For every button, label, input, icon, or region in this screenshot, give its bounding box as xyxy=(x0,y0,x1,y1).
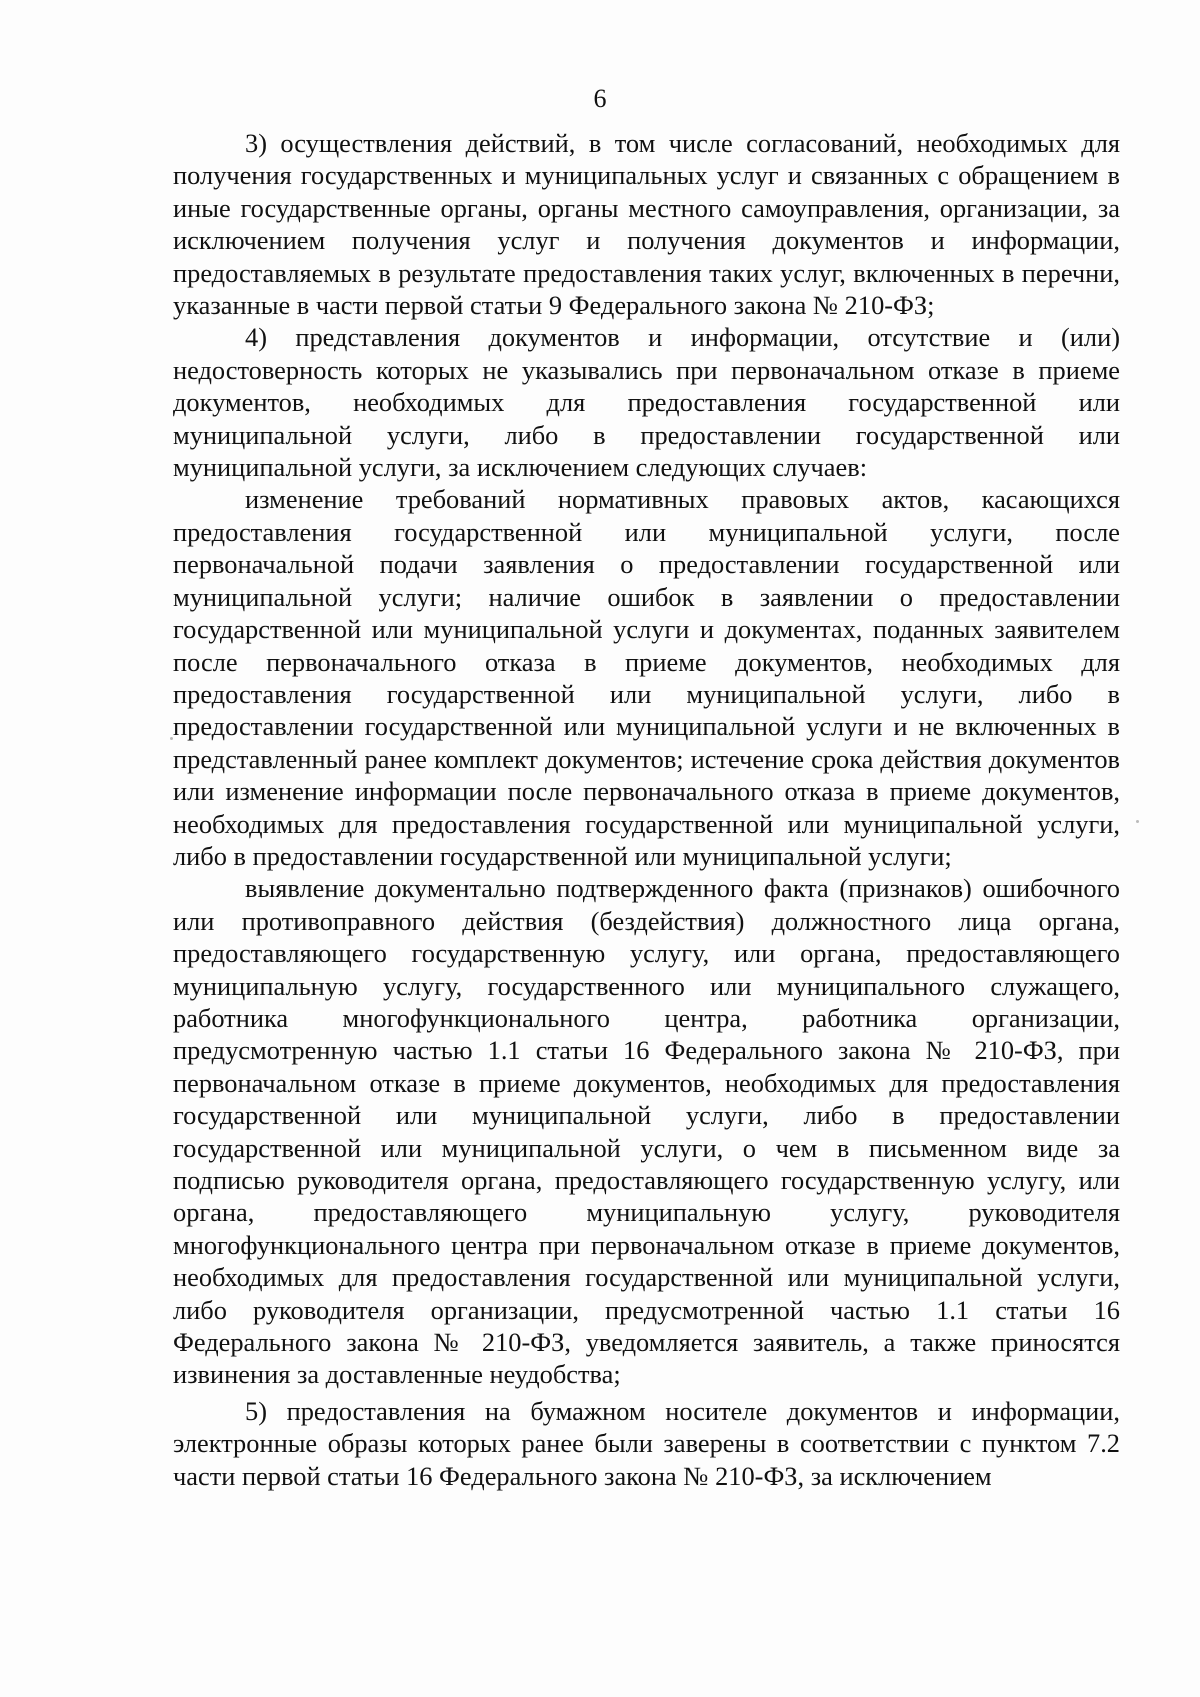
scan-artifact xyxy=(170,737,173,740)
paragraph-exception-requirements-change: изменение требований нормативных правовых актов, касающихся предоставления государственной или муниципальной услуги, после первоначальной подачи заявления о предоставлении государственной или муниципальной услуги; наличие ошибок в заявлении о предоставлении государственной или муниципальной услуги и документах, поданных заявителем после первоначального отказа в приеме документов, необходимых для предоставления государственной или муниципальной услуги, либо в предоставлении государственной или муниципальной услуги и не включенных в представленный ранее комплект документов; истечение срока действия документов или изменение информации после первоначального отказа в приеме документов, необходимых для предоставления государственной или муниципальной услуги, либо в предоставлении государственной или муниципальной услуги; xyxy=(173,484,1120,871)
scan-artifact xyxy=(1136,820,1139,823)
document-body xyxy=(173,127,1120,1492)
paragraph-item-5: 5) предоставления на бумажном носителе документов и информации, электронные образы которых ранее были заверены в соответствии с пунктом 7.2 части первой статьи 16 Федерального закона № 210-ФЗ, за исключением xyxy=(173,1395,1120,1491)
page-number: 6 xyxy=(593,84,607,113)
paragraph-exception-erroneous-action: выявление документально подтвержденного факта (признаков) ошибочного или противоправного действия (бездействия) должностного лица органа, предоставляющего государственную услугу, или органа, предоставляющего муниципальную услугу, государственного или муниципального служащего, работника многофункционального центра, работника организации, предусмотренную частью 1.1 статьи 16 Федерального закона № 210-ФЗ, при первоначальном отказе в приеме документов, необходимых для предоставления государственной или муниципальной услуги, либо в предоставлении государственной или муниципальной услуги, о чем в письменном виде за подписью руководителя органа, предоставляющего государственную услугу, или органа, предоставляющего муниципальную услугу, руководителя многофункционального центра при первоначальном отказе в приеме документов, необходимых для предоставления государственной или муниципальной услуги, либо руководителя организации, предусмотренной частью 1.1 статьи 16 Федерального закона № 210-ФЗ, уведомляется заявитель, а также приносятся извинения за доставленные неудобства; xyxy=(173,873,1120,1390)
paragraph-item-3: 3) осуществления действий, в том числе согласований, необходимых для получения государственных и муниципальных услуг и связанных с обращением в иные государственные органы, органы местного самоуправления, организации, за исключением получения услуг и получения документов и информации, предоставляемых в результате предоставления таких услуг, включенных в перечни, указанные в части первой статьи 9 Федерального закона № 210-ФЗ; xyxy=(173,128,1120,321)
paragraph-item-4: 4) представления документов и информации, отсутствие и (или) недостоверность которых не указывались при первоначальном отказе в приеме документов, необходимых для предоставления государственной или муниципальной услуги, либо в предоставлении государственной или муниципальной услуги, за исключением следующих случаев: xyxy=(173,322,1120,483)
